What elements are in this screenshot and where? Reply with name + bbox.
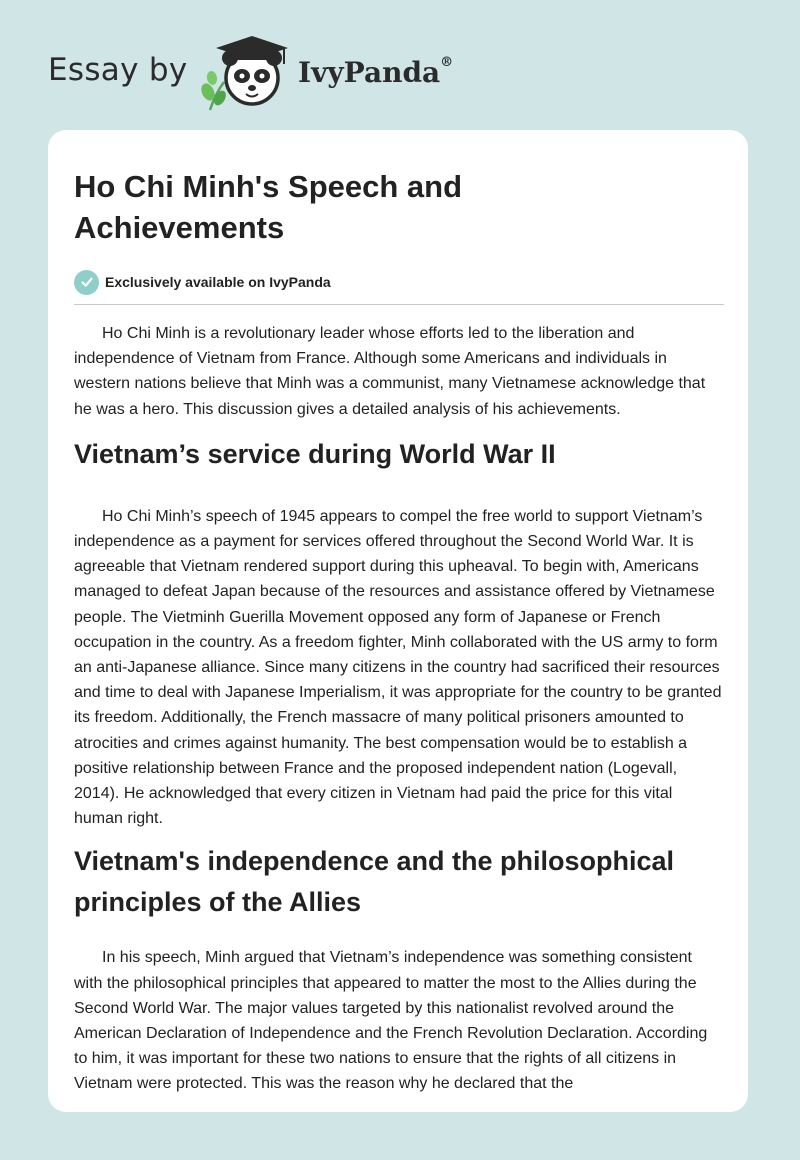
registered-mark: ® [440, 54, 454, 70]
exclusive-label: Exclusively available on IvyPanda [105, 274, 331, 290]
check-circle-icon [74, 270, 99, 295]
divider [74, 304, 724, 305]
paragraph-intro: Ho Chi Minh is a revolutionary leader whose efforts led to the liberation and independence of Vietnam from France. Although some Americans and individuals in western nations believe that Minh was a communist, many Vietnamese acknowledge that he was a hero. This discussion gives a detailed analysis of his achievements. [74, 325, 706, 418]
section-heading-principles: Vietnam's independence and the philosophical principles of the Allies [74, 846, 675, 918]
brand-name: IvyPanda® [298, 54, 454, 89]
essay-content [74, 166, 724, 1097]
paragraph-principles: In his speech, Minh argued that Vietnam’s independence was something consistent with the philosophical principles that appeared to matter the most to the Allies during the Second World War. The major values targeted by this nationalist revolved around the American Declaration of Independence and the French Revolution Declaration. According to him, it was important for these two nations to ensure that the rights of all citizens in Vietnam were protected. This was the reason why he declared that the [74, 949, 708, 1093]
essay-by-label: Essay by [48, 52, 188, 88]
panda-graduation-cap-icon [200, 32, 292, 112]
site-header [48, 30, 548, 110]
exclusive-badge [74, 269, 724, 295]
paragraph-world-war: Ho Chi Minh’s speech of 1945 appears to compel the free world to support Vietnam’s independence as a payment for services offered throughout the Second World War. It is agreeable that Vietnam rendered support during this upheaval. To begin with, Americans managed to defeat Japan because of the resources and assistance offered by Vietnamese people. The Vietminh Guerilla Movement opposed any form of Japanese or French occupation in the country. As a freedom fighter, Minh collaborated with the US army to form an anti-Japanese alliance. Since many citizens in the country had sacrificed their resources and time to deal with Japanese Imperialism, it was appropriate for the country to be granted its freedom. Additionally, the French massacre of many political prisoners amounted to atrocities and crimes against humanity. The best compensation would be to establish a positive relationship between France and the proposed independent nation (Logevall, 2014). He acknowledged that every citizen in Vietnam had paid the price for this vital human right. [74, 507, 722, 828]
essay-card [48, 130, 748, 1112]
essay-title: Ho Chi Minh's Speech and Achievements [74, 169, 463, 245]
section-heading-world-war: Vietnam’s service during World War II [74, 438, 556, 469]
